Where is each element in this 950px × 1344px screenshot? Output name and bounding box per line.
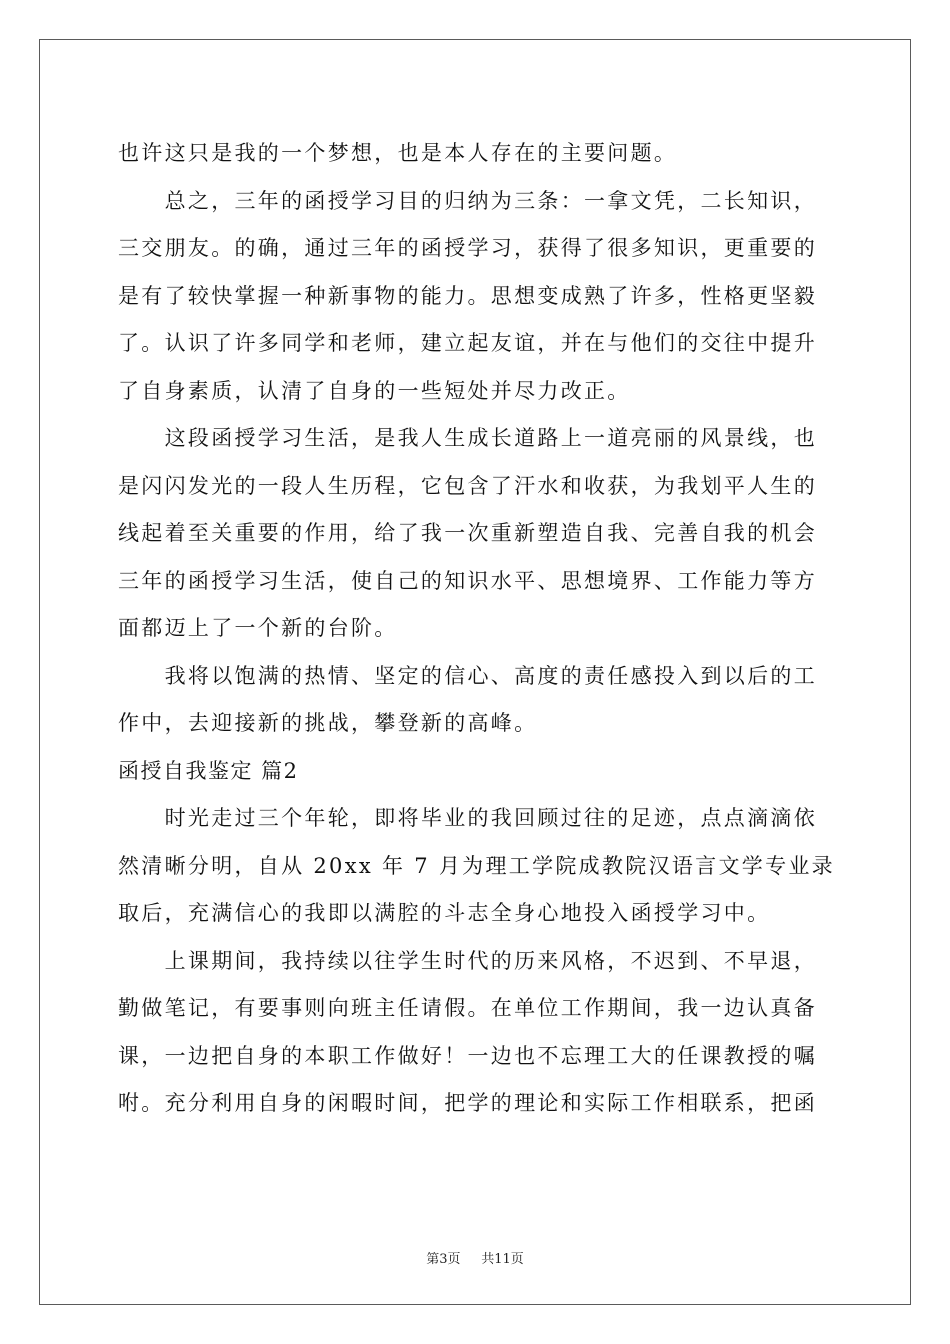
text-line: 总之，三年的函授学习目的归纳为三条：一拿文凭，二长知识， (118, 188, 817, 213)
text-line: 勤做笔记，有要事则向班主任请假。在单位工作期间，我一边认真备 (118, 996, 817, 1020)
text-line: 上课期间，我持续以往学生时代的历来风格，不迟到、不早退， (118, 948, 817, 973)
text-line: 是有了较快掌握一种新事物的能力。思想变成熟了许多，性格更坚毅 (118, 283, 817, 308)
text-line: 课，一边把自身的本职工作做好！一边也不忘理工大的任课教授的嘱 (118, 1043, 817, 1068)
text-line: 三年的函授学习生活，使自己的知识水平、思想境界、工作能力等方 (118, 568, 817, 593)
paragraph (118, 415, 838, 653)
page-total: 共11页 (481, 1252, 524, 1267)
text-line: 取后，充满信心的我即以满腔的斗志全身心地投入函授学习中。 (118, 901, 771, 925)
text-line: 函授自我鉴定 篇2 (118, 758, 299, 783)
text-line: 面都迈上了一个新的台阶。 (118, 616, 398, 640)
section-heading (118, 748, 838, 796)
text-line: 了自身素质，认清了自身的一些短处并尽力改正。 (118, 378, 631, 403)
text-line: 时光走过三个年轮，即将毕业的我回顾过往的足迹，点点滴滴依 (118, 806, 817, 830)
page-footer (0, 1248, 950, 1267)
text-line: 这段函授学习生活，是我人生成长道路上一道亮丽的风景线，也 (118, 426, 817, 450)
text-line: 是闪闪发光的一段人生历程，它包含了汗水和收获，为我划平人生的 (118, 473, 817, 498)
document-body (118, 130, 838, 1128)
text-line: 我将以饱满的热情、坚定的信心、高度的责任感投入到以后的工 (118, 663, 817, 688)
text-line: 然清晰分明，自从 20xx 年 7 月为理工学院成教院汉语言文学专业录 (118, 853, 835, 878)
paragraph (118, 130, 838, 178)
text-line: 咐。充分利用自身的闲暇时间，把学的理论和实际工作相联系，把函 (118, 1091, 817, 1115)
paragraph (118, 795, 838, 938)
text-line: 线起着至关重要的作用，给了我一次重新塑造自我、完善自我的机会 (118, 521, 817, 545)
page-number: 第3页 (426, 1252, 461, 1267)
text-line: 也许这只是我的一个梦想，也是本人存在的主要问题。 (118, 141, 678, 165)
paragraph (118, 938, 838, 1128)
text-line: 作中，去迎接新的挑战，攀登新的高峰。 (118, 711, 538, 735)
paragraph (118, 653, 838, 748)
text-line: 了。认识了许多同学和老师，建立起友谊，并在与他们的交往中提升 (118, 331, 817, 355)
paragraph (118, 178, 838, 416)
text-line: 三交朋友。的确，通过三年的函授学习，获得了很多知识，更重要的 (118, 236, 817, 260)
